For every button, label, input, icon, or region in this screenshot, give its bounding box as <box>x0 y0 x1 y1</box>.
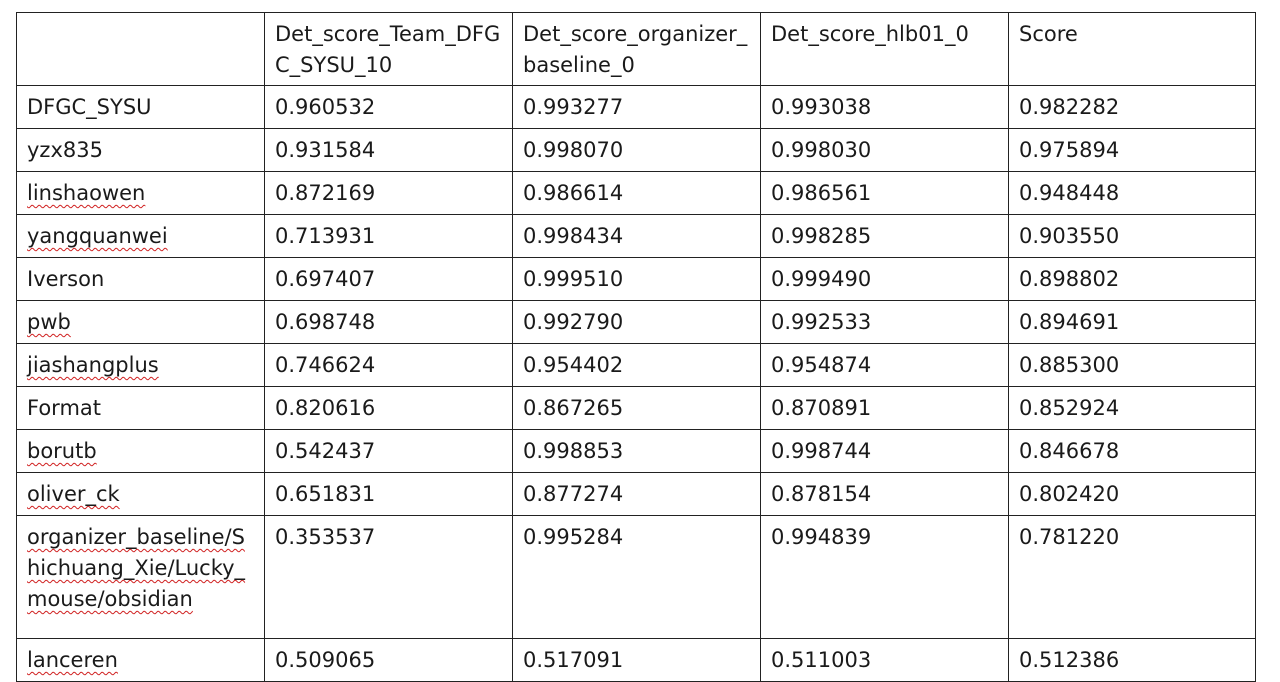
team-name-text: borutb <box>27 439 97 463</box>
det-score-dfgc-cell: 0.931584 <box>265 129 513 172</box>
table-row <box>17 473 1256 516</box>
det-score-dfgc-cell: 0.960532 <box>265 86 513 129</box>
det-score-hlb01-cell: 0.998744 <box>761 430 1009 473</box>
team-name-cell <box>17 639 265 682</box>
table-row <box>17 516 1256 639</box>
team-name-text: pwb <box>27 310 71 334</box>
scores-table <box>16 12 1256 682</box>
team-name-cell <box>17 473 265 516</box>
header-cell-det-score-dfgc-sysu: Det_score_Team_DFGC_SYSU_10 <box>265 13 513 86</box>
score-cell: 0.846678 <box>1009 430 1256 473</box>
table-row <box>17 129 1256 172</box>
det-score-hlb01-cell: 0.954874 <box>761 344 1009 387</box>
team-name-text: lanceren <box>27 648 118 672</box>
team-name-text: organizer_baseline/Shichuang_Xie/Lucky_mouse/obsidian <box>27 525 246 611</box>
det-score-dfgc-cell: 0.746624 <box>265 344 513 387</box>
det-score-baseline-cell: 0.517091 <box>513 639 761 682</box>
det-score-baseline-cell: 0.995284 <box>513 516 761 639</box>
det-score-hlb01-cell: 0.998030 <box>761 129 1009 172</box>
score-cell: 0.894691 <box>1009 301 1256 344</box>
det-score-baseline-cell: 0.998070 <box>513 129 761 172</box>
table-row <box>17 258 1256 301</box>
team-name-cell <box>17 215 265 258</box>
team-name-cell <box>17 516 265 639</box>
det-score-dfgc-cell: 0.651831 <box>265 473 513 516</box>
team-name-text: linshaowen <box>27 181 146 205</box>
team-name-cell: DFGC_SYSU <box>17 86 265 129</box>
det-score-baseline-cell: 0.998434 <box>513 215 761 258</box>
score-cell: 0.852924 <box>1009 387 1256 430</box>
det-score-dfgc-cell: 0.820616 <box>265 387 513 430</box>
det-score-baseline-cell: 0.867265 <box>513 387 761 430</box>
table-row <box>17 301 1256 344</box>
team-name-cell: Format <box>17 387 265 430</box>
score-cell: 0.512386 <box>1009 639 1256 682</box>
det-score-hlb01-cell: 0.511003 <box>761 639 1009 682</box>
table-row <box>17 430 1256 473</box>
det-score-hlb01-cell: 0.870891 <box>761 387 1009 430</box>
det-score-dfgc-cell: 0.872169 <box>265 172 513 215</box>
det-score-hlb01-cell: 0.993038 <box>761 86 1009 129</box>
table-row <box>17 215 1256 258</box>
team-name-cell: Iverson <box>17 258 265 301</box>
det-score-baseline-cell: 0.992790 <box>513 301 761 344</box>
table-row <box>17 387 1256 430</box>
det-score-dfgc-cell: 0.509065 <box>265 639 513 682</box>
det-score-baseline-cell: 0.999510 <box>513 258 761 301</box>
det-score-hlb01-cell: 0.999490 <box>761 258 1009 301</box>
header-cell-team <box>17 13 265 86</box>
det-score-hlb01-cell: 0.994839 <box>761 516 1009 639</box>
table-row <box>17 172 1256 215</box>
score-cell: 0.802420 <box>1009 473 1256 516</box>
det-score-hlb01-cell: 0.986561 <box>761 172 1009 215</box>
score-cell: 0.948448 <box>1009 172 1256 215</box>
det-score-dfgc-cell: 0.542437 <box>265 430 513 473</box>
team-name-cell <box>17 430 265 473</box>
team-name-cell <box>17 172 265 215</box>
det-score-baseline-cell: 0.998853 <box>513 430 761 473</box>
score-cell: 0.982282 <box>1009 86 1256 129</box>
det-score-hlb01-cell: 0.992533 <box>761 301 1009 344</box>
det-score-baseline-cell: 0.877274 <box>513 473 761 516</box>
score-cell: 0.975894 <box>1009 129 1256 172</box>
score-cell: 0.903550 <box>1009 215 1256 258</box>
table-row <box>17 86 1256 129</box>
det-score-baseline-cell: 0.993277 <box>513 86 761 129</box>
team-name-text: oliver_ck <box>27 482 120 506</box>
header-cell-det-score-hlb01: Det_score_hlb01_0 <box>761 13 1009 86</box>
det-score-baseline-cell: 0.954402 <box>513 344 761 387</box>
header-cell-score: Score <box>1009 13 1256 86</box>
header-cell-det-score-organizer-baseline: Det_score_organizer_baseline_0 <box>513 13 761 86</box>
team-name-cell: yzx835 <box>17 129 265 172</box>
team-name-text: yangquanwei <box>27 224 168 248</box>
det-score-hlb01-cell: 0.998285 <box>761 215 1009 258</box>
score-cell: 0.885300 <box>1009 344 1256 387</box>
team-name-text: jiashangplus <box>27 353 159 377</box>
team-name-cell <box>17 301 265 344</box>
det-score-baseline-cell: 0.986614 <box>513 172 761 215</box>
table-row <box>17 344 1256 387</box>
det-score-hlb01-cell: 0.878154 <box>761 473 1009 516</box>
det-score-dfgc-cell: 0.713931 <box>265 215 513 258</box>
det-score-dfgc-cell: 0.697407 <box>265 258 513 301</box>
table-row <box>17 639 1256 682</box>
det-score-dfgc-cell: 0.698748 <box>265 301 513 344</box>
score-cell: 0.898802 <box>1009 258 1256 301</box>
header-row <box>17 13 1256 86</box>
det-score-dfgc-cell: 0.353537 <box>265 516 513 639</box>
team-name-cell <box>17 344 265 387</box>
score-cell: 0.781220 <box>1009 516 1256 639</box>
